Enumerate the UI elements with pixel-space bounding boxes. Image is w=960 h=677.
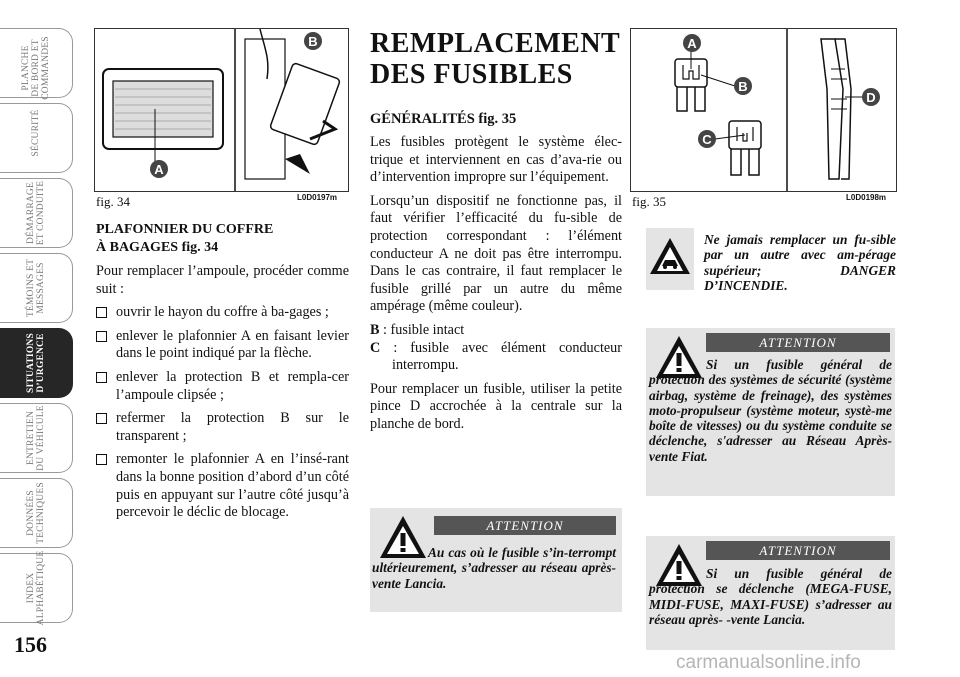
step-item: refermer la protection B sur le transparent ;: [96, 410, 349, 445]
courtesy-light-illustration: [95, 29, 348, 191]
left-heading-2: À BAGAGES fig. 34: [96, 240, 219, 255]
figure-35: [630, 28, 897, 192]
fig35-label-a: A: [687, 36, 697, 51]
step-item: enlever la protection B et rempla-cer l’ampoule clipsée ;: [96, 369, 349, 404]
left-column: [96, 221, 349, 528]
fig35-label-d: D: [866, 90, 876, 105]
warning-header: ATTENTION: [434, 516, 616, 535]
fire-warning-note: Ne jamais remplacer un fu-sible par un autre avec am-pérage supérieur; DANGER D’INCENDIE.: [704, 232, 896, 293]
warning-header: ATTENTION: [706, 333, 890, 352]
para-1: Les fusibles protègent le système élec-trique et interviennent en cas d’ava-rie ou d’intervention impropre sur l’équipement.: [370, 134, 622, 186]
tab-situations-urgence[interactable]: SITUATIONS D’URGENCE: [0, 328, 73, 398]
watermark: carmanualsonline.info: [676, 652, 861, 673]
step-item: remonter le plafonnier A en l’insé-rant dans la bonne position d’abord d’un côté puis en appuyant sur l’autre côté jusqu’à percevoir le déclic de blocage.: [96, 451, 349, 521]
middle-column: [370, 110, 622, 440]
warning-text: Au cas où le fusible s’in-terrompt ultérieurement, s’adresser au réseau après-vente Lancia.: [372, 545, 616, 591]
warning-header: ATTENTION: [706, 541, 890, 560]
left-heading-1: PLAFONNIER DU COFFRE: [96, 222, 274, 237]
fig35-code: L0D0198m: [846, 193, 887, 202]
fig34-label-b: B: [308, 34, 318, 49]
figure-34: [94, 28, 349, 192]
warning-text: Si un fusible général de protection des systèmes de sécurité (système airbag, système de freinage), des systèmes moto-propulseur (système moteur, systè-me boîte de vitesses) ou du système conduite se déclenche, s'adresser au Réseau Après-vente Fiat.: [649, 357, 892, 464]
warning-text: Si un fusible général de protection se déclenche (MEGA-FUSE, MIDI-FUSE, MAXI-FUSE) s’adresser au réseau après- -vente Lancia.: [649, 566, 892, 627]
tab-planche-de-bord[interactable]: PLANCHE DE BORD ET COMMANDES: [0, 28, 73, 98]
fig34-caption: fig. 34: [96, 194, 130, 209]
tab-donnees-techniques[interactable]: DONNÉES TECHNIQUES: [0, 478, 73, 548]
tab-securite[interactable]: SÉCURITÉ: [0, 103, 73, 173]
subheading: GÉNÉRALITÉS fig. 35: [370, 111, 517, 127]
para-3: Pour remplacer un fusible, utiliser la petite pince D accrochée à la centrale sur la planche de bord.: [370, 380, 622, 432]
step-item: enlever le plafonnier A en faisant levier dans le point indiqué par la flèche.: [96, 328, 349, 363]
para-2: Lorsqu’un dispositif ne fonctionne pas, il faut vérifier l’efficacité du fu-sible de protection correspondant : l’élément conducteur A ne doit pas être interrompu. Dans le cas contraire, il faut remplacer le fusible grillé par un autre du même ampérage (même couleur).: [370, 192, 622, 315]
fig34-code: L0D0197m: [297, 193, 338, 202]
car-fire-warning-icon: [648, 236, 692, 276]
tab-entretien[interactable]: ENTRETIEN DU VÉHICULE: [0, 403, 73, 473]
fig35-caption: fig. 35: [632, 194, 666, 209]
step-item: ouvrir le hayon du coffre à ba-gages ;: [96, 304, 349, 322]
fig34-label-a: A: [154, 162, 164, 177]
page-title: REMPLACEMENT DES FUSIBLES: [370, 28, 621, 90]
fig35-label-c: C: [702, 132, 712, 147]
fig35-label-b: B: [738, 79, 748, 94]
fuses-illustration: [631, 29, 896, 191]
tab-temoins[interactable]: TÉMOINS ET MESSAGES: [0, 253, 73, 323]
left-intro: Pour remplacer l’ampoule, procéder comme suit :: [96, 263, 349, 297]
tab-index[interactable]: INDEX ALPHABÉTIQUE: [0, 553, 73, 623]
legend-c: C : fusible avec élément conducteur interrompu.: [370, 339, 622, 374]
page-number: 156: [14, 632, 47, 657]
legend-b: B : fusible intact: [370, 321, 465, 338]
tab-demarrage[interactable]: DÉMARRAGE ET CONDUITE: [0, 178, 73, 248]
